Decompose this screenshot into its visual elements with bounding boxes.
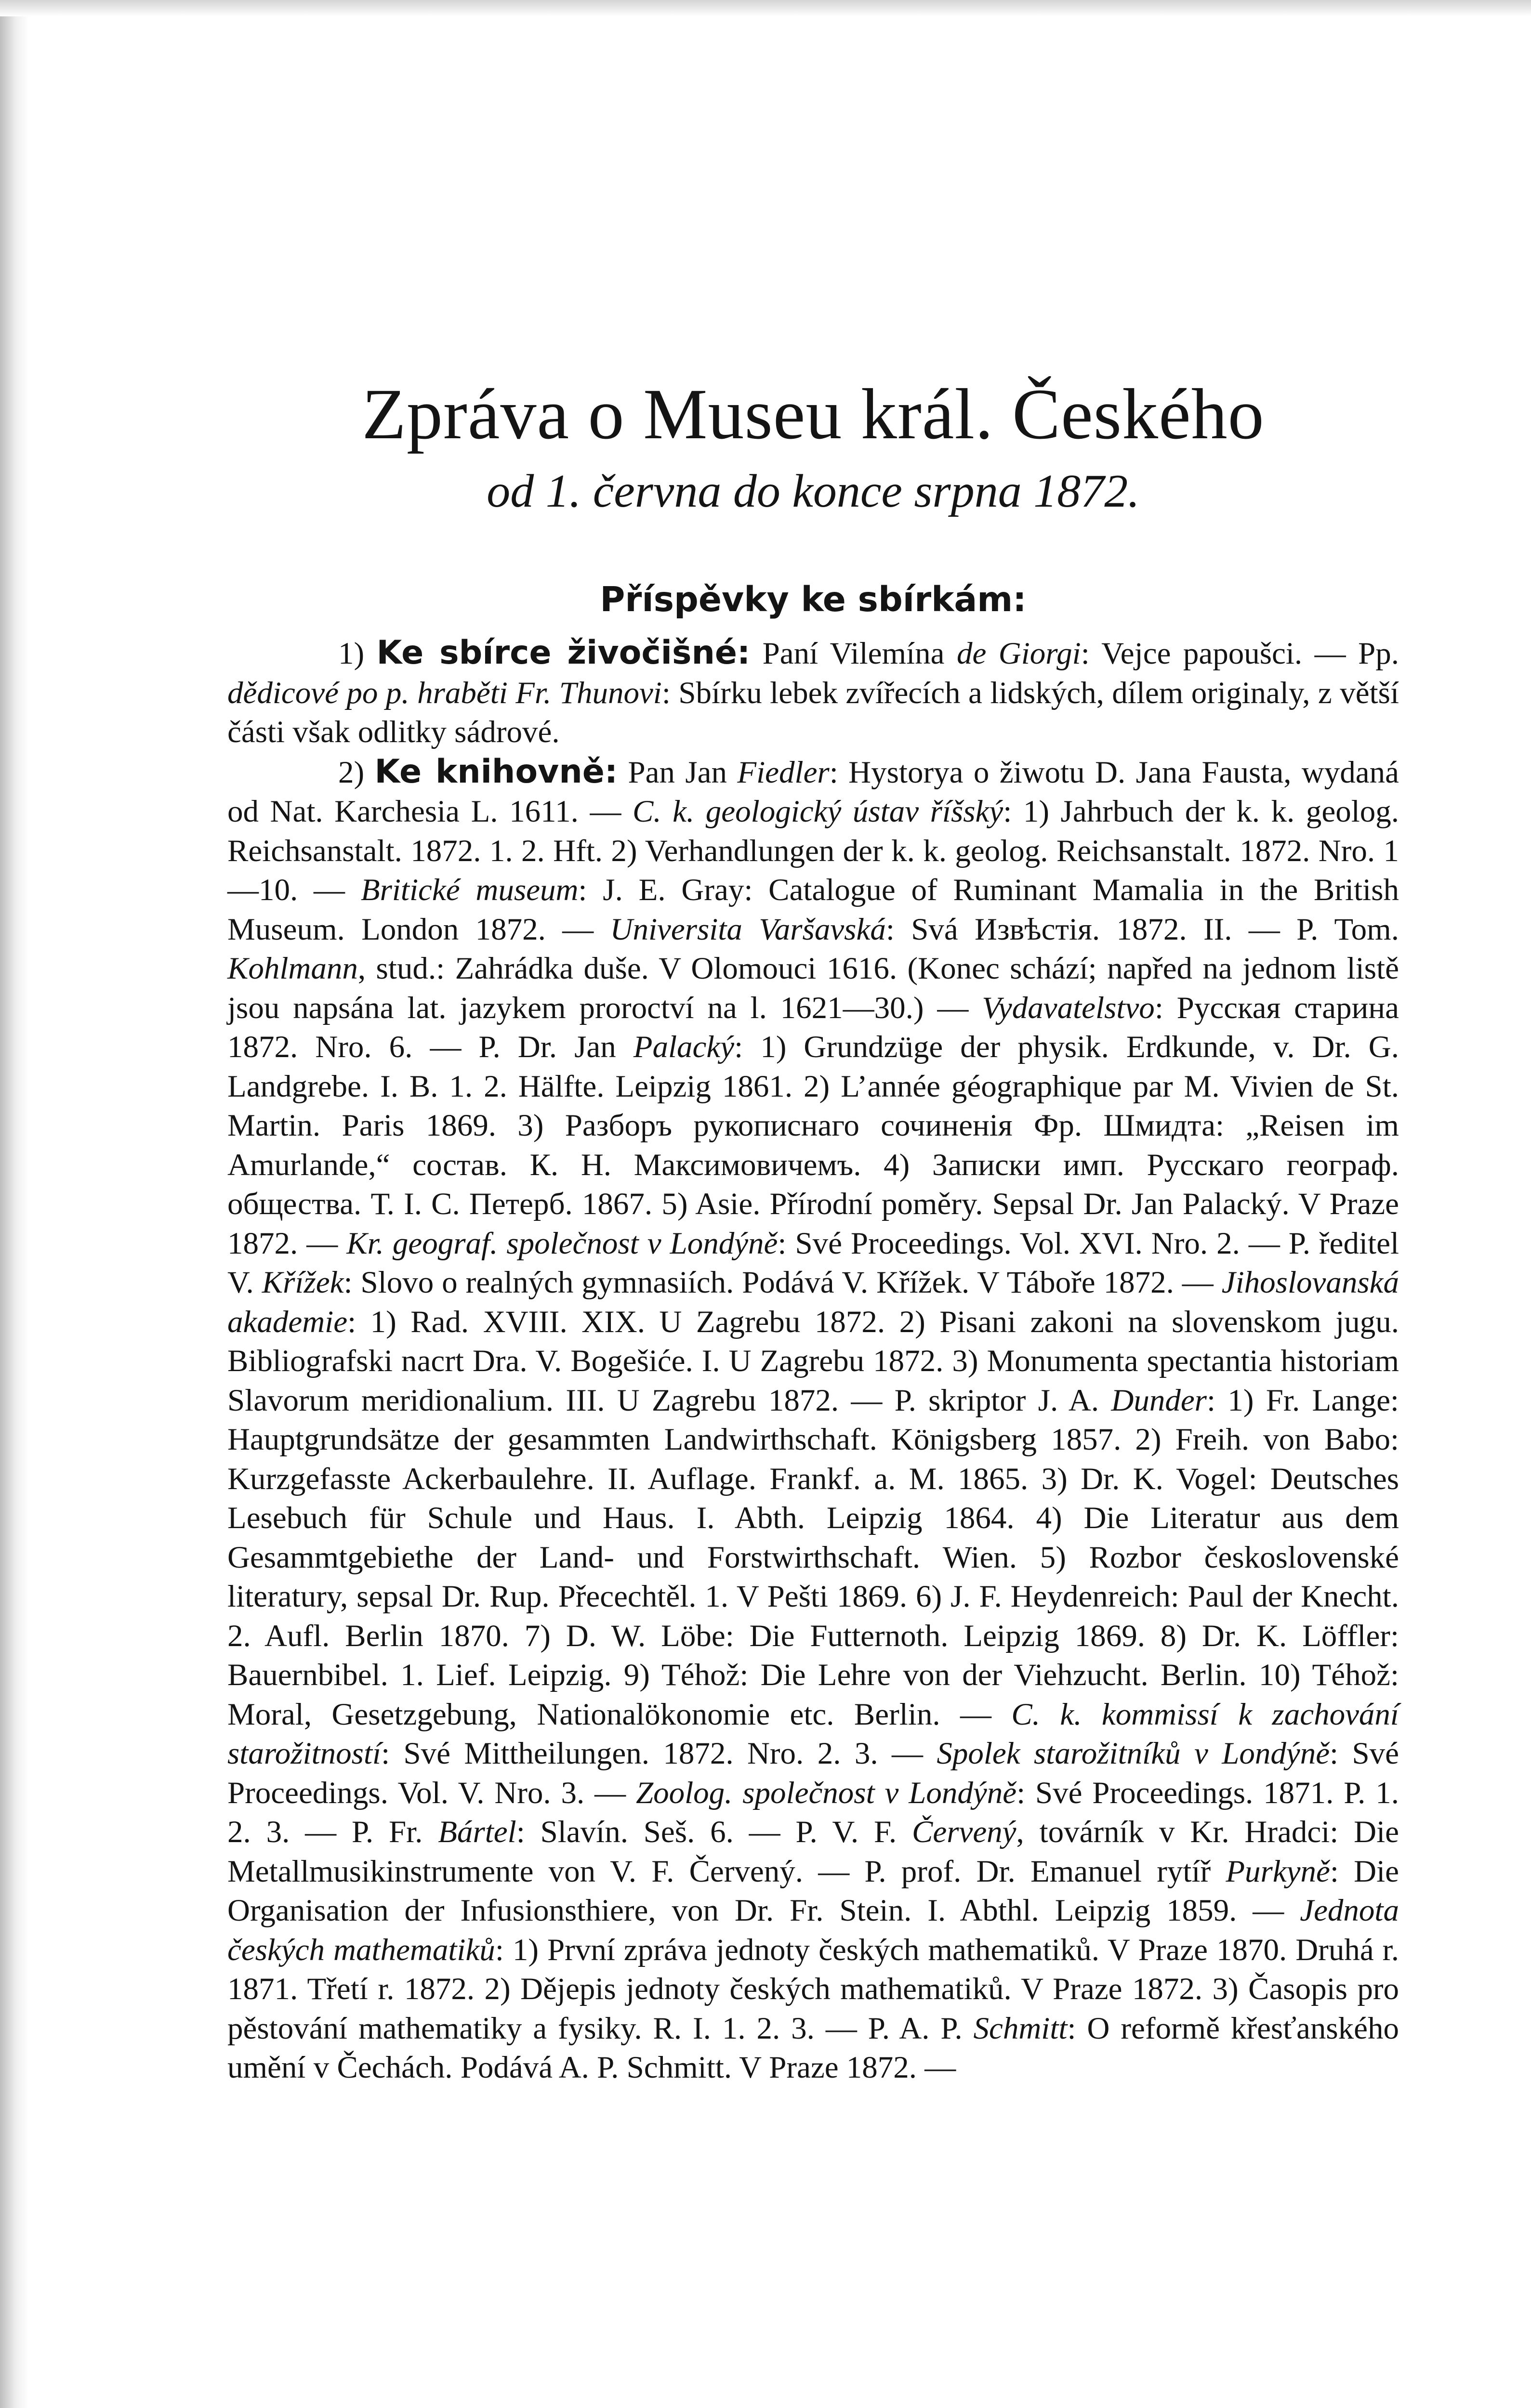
text-segment: : Své Proceedings. Vol. V. Nro. 3. — bbox=[227, 1736, 1399, 1810]
page-subtitle-date-range: od 1. června do konce srpna 1872. bbox=[487, 465, 1140, 517]
scan-edge-shadow-top bbox=[0, 0, 1531, 16]
text-segment: 2) bbox=[338, 755, 375, 790]
text-segment: : Sbírku lebek zvířecích a lidských, dílem originaly, z větší části však odlitky sádrové. bbox=[227, 675, 1399, 749]
donor-name: Kohlmann bbox=[227, 951, 358, 986]
donor-name: C. k. kommissí k zachování starožitností bbox=[227, 1697, 1399, 1771]
section-heading-contributions: Příspěvky ke sbírkám: bbox=[600, 579, 1027, 619]
text-segment: : Русская старина 1872. Nro. 6. — P. Dr. Jan bbox=[227, 990, 1399, 1064]
text-segment: : O reformě křesťanského umění v Čechách. Podává A. P. Schmitt. V Praze 1872. — bbox=[227, 2011, 1399, 2085]
text-segment: , továrník v Kr. Hradci: Die Metallmusikinstrumente von V. F. Červený. — P. prof. Dr. Emanuel rytíř bbox=[227, 1815, 1399, 1889]
text-segment: : Své Mittheilungen. 1872. Nro. 2. 3. — bbox=[381, 1736, 937, 1771]
donor-name: Spolek starožitníků v Londýně bbox=[937, 1736, 1330, 1771]
donor-name: Vydavatelstvo bbox=[982, 990, 1155, 1025]
donor-name: Červený bbox=[911, 1815, 1016, 1849]
paragraph-library-collection bbox=[227, 752, 1399, 2088]
paragraph-zoological-collection bbox=[227, 633, 1399, 752]
page-title: Zpráva o Museu král. Českého bbox=[362, 374, 1265, 454]
text-segment: : Své Proceedings. 1871. P. 1. 2. 3. — P. Fr. bbox=[227, 1775, 1399, 1849]
donor-name: Bártel bbox=[438, 1815, 516, 1849]
donor-name: C. k. geologický ústav říšský bbox=[633, 794, 1003, 829]
text-segment: : 1) První zpráva jednoty českých mathematiků. V Praze 1870. Druhá r. 1871. Třetí r. 1872. 2) Dějepis jednoty českých mathematiků. V Praze 1872. 3) Časopis pro pěstování mathematiky a fysiky. R. I. 1. 2. 3. — P. A. P. bbox=[227, 1932, 1399, 2046]
text-segment: : 1) Jahrbuch der k. k. geolog. Reichsanstalt. 1872. 1. 2. Hft. 2) Verhandlungen der k. k. geolog. Reichsanstalt. 1872. Nro. 1—10. — bbox=[227, 794, 1399, 907]
donor-name: Jihoslovanská akademie bbox=[227, 1265, 1399, 1339]
text-segment: 1) bbox=[338, 636, 377, 671]
text-segment: : Vejce papoušci. — Pp. bbox=[1081, 636, 1399, 671]
text-segment: Pan Jan bbox=[618, 755, 738, 790]
text-segment: : 1) Rad. XVIII. XIX. U Zagrebu 1872. 2) Pisani zakoni na slovenskom jugu. Bibliografski nacrt Dra. V. Bogešiće. I. U Zagrebu 1872. 3) Monumenta spectantia historiam Slavorum meridionalium. III. U Zagrebu 1872. — P. skriptor J. A. bbox=[227, 1304, 1399, 1418]
donor-name: dědicové po p. hraběti Fr. Thunovi bbox=[227, 675, 662, 710]
donor-name: Křížek bbox=[262, 1265, 344, 1300]
donor-name: Kr. geograf. společnost v Londýně bbox=[346, 1226, 778, 1261]
text-segment: : Die Organisation der Infusionsthiere, von Dr. Fr. Stein. I. Abthl. Leipzig 1859. — bbox=[227, 1854, 1399, 1928]
donor-name: Schmitt bbox=[973, 2011, 1068, 2046]
text-segment: : 1) Fr. Lange: Hauptgrundsätze der gesammten Landwirthschaft. Königsberg 1857. 2) Freih. von Babo: Kurzgefasste Ackerbaulehre. II. Auflage. Frankf. a. M. 1865. 3) Dr. K. Vogel: Deutsches Lesebuch für Schule und Haus. I. Abth. Leipzig 1864. 4) Die Literatur aus dem Gesammtgebiethe der Land- und Forstwirthschaft. Wien. 5) Rozbor československé literatury, sepsal Dr. Rup. Přecechtěl. 1. V Pešti 1869. 6) J. F. Heydenreich: Paul der Knecht. 2. Aufl. Berlin 1870. 7) D. W. Löbe: Die Futternoth. Leipzig 1869. 8) Dr. K. Löffler: Bauernbibel. 1. Lief. Leipzig. 9) Téhož: Die Lehre von der Viehzucht. Berlin. 10) Téhož: Moral, Gesetzgebung, Nationalökonomie etc. Berlin. — bbox=[227, 1383, 1399, 1732]
donor-name: Purkyně bbox=[1226, 1854, 1330, 1889]
donor-name: de Giorgi bbox=[956, 636, 1081, 671]
text-segment: : Hystorya o žiwotu D. Jana Fausta, wydaná od Nat. Karchesia L. 1611. — bbox=[227, 755, 1399, 829]
donor-name: Fiedler bbox=[737, 755, 830, 790]
donor-name: Palacký bbox=[633, 1030, 735, 1064]
scan-edge-shadow-left bbox=[0, 0, 29, 2408]
donor-name: Jednota českých mathematiků bbox=[227, 1893, 1399, 1967]
text-segment: : Svá Извѣстія. 1872. II. — P. Tom. bbox=[885, 912, 1399, 947]
text-segment: : Slavín. Seš. 6. — P. V. F. bbox=[516, 1815, 912, 1849]
donor-name: Britické museum bbox=[360, 873, 579, 907]
text-segment: : Slovo o realných gymnasiích. Podává V. Křížek. V Táboře 1872. — bbox=[343, 1265, 1222, 1300]
collection-heading-library: Ke knihovně: bbox=[374, 752, 618, 791]
donor-name: Zoolog. společnost v Londýně bbox=[635, 1775, 1017, 1810]
collection-heading-zoological: Ke sbírce živočišné: bbox=[376, 634, 751, 672]
document-page bbox=[227, 371, 1399, 2088]
text-segment: : 1) Grundzüge der physik. Erdkunde, v. Dr. G. Landgrebe. I. B. 1. 2. Hälfte. Leipzig 1861. 2) L’année géographique par M. Vivien de St. Martin. Paris 1869. 3) Разборъ рукописнаго сочиненія Фр. Шмидта: „Reisen im Amurlande,“ состав. К. Н. Максимовичемъ. 4) Записки имп. Русскаго географ. общества. Т. I. С. Петерб. 1867. 5) Asie. Přírodní poměry. Sepsal Dr. Jan Palacký. V Praze 1872. — bbox=[227, 1030, 1399, 1261]
donor-name: Universita Varšavská bbox=[610, 912, 886, 947]
text-segment: , stud.: Zahrádka duše. V Olomouci 1616. (Konec schází; napřed na jednom listě jsou napsána lat. jazykem proroctví na l. 1621—30.) — bbox=[227, 951, 1399, 1025]
text-segment: : Své Proceedings. Vol. XVI. Nro. 2. — P. ředitel V. bbox=[227, 1226, 1399, 1300]
donor-name: Dunder bbox=[1111, 1383, 1207, 1418]
text-segment: Paní Vilemína bbox=[750, 636, 957, 671]
text-segment: : J. E. Gray: Catalogue of Ruminant Mamalia in the British Museum. London 1872. — bbox=[227, 873, 1399, 947]
